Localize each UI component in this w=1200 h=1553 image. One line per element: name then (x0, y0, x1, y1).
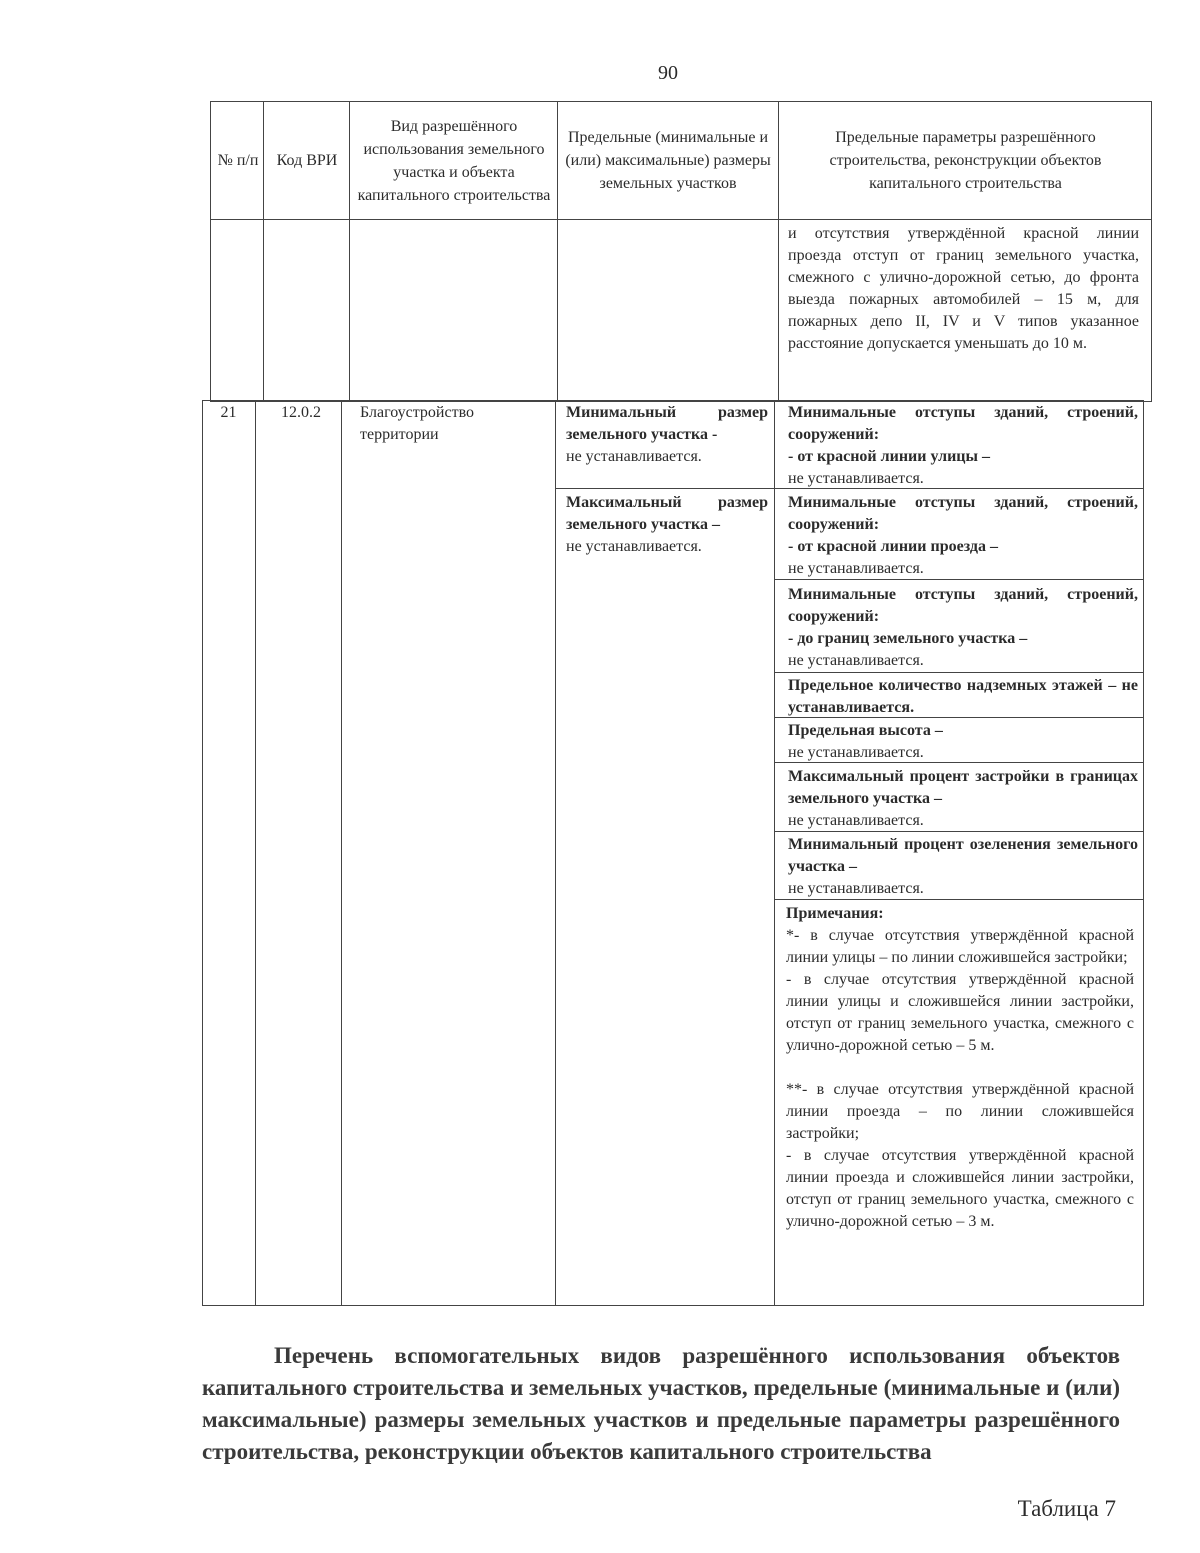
cell-divider (774, 672, 1144, 673)
col-divider (555, 400, 556, 1306)
header-divider (210, 219, 1152, 220)
header-use-type: Вид разрешённого использования земельного участка и объекта капитального строительства (357, 117, 551, 204)
notes-title: Примечания: (786, 905, 884, 922)
table-label: Таблица 7 (1017, 1496, 1116, 1521)
col-divider (349, 101, 350, 401)
notes (786, 903, 1134, 1233)
col-divider (255, 400, 256, 1306)
param-height: Предельная высота – не устанавливается. (788, 722, 943, 761)
param-setback-street: Минимальные отступы зданий, строений, сооружений: - от красной линии улицы – не устанавливается. (788, 404, 1138, 487)
param-setback-driveway: Минимальные отступы зданий, строений, сооружений: - от красной линии проезда – не устанавливается. (788, 494, 1138, 577)
row21-use-type: Благоустройство территории (360, 404, 475, 443)
note-paragraph: **- в случае отсутствия утверждённой красной линии проезда – по линии сложившейся застройки; (786, 1081, 1134, 1142)
header-code: Код ВРИ (276, 152, 338, 169)
note-paragraph: *- в случае отсутствия утверждённой красной линии улицы – по линии сложившейся застройки; (786, 927, 1134, 966)
header-plot-sizes: Предельные (минимальные и (или) максимальные) размеры земельных участков (565, 129, 771, 192)
header-build-params: Предельные параметры разрешённого строительства, реконструкции объектов капитального строительства (829, 129, 1102, 192)
row21-code: 12.0.2 (281, 404, 321, 421)
page-number: 90 (658, 62, 678, 84)
col-divider (263, 101, 264, 401)
col-divider (557, 101, 558, 401)
max-plot-size: Максимальный размер земельного участка – не устанавливается. (566, 494, 768, 555)
col-divider (774, 400, 775, 1306)
section-title: Перечень вспомогательных видов разрешённого использования объектов капитального строительства и земельных участков, предельные (минимальные и (или) максимальные) размеры земельных участков и предельные параметры разрешённого строительства, реконструкции объектов капитального строительства (202, 1343, 1120, 1464)
min-plot-size: Минимальный размер земельного участка - не устанавливается. (566, 404, 768, 465)
row21-num: 21 (220, 404, 237, 421)
header-num: № п/п (217, 152, 259, 169)
col-divider (341, 400, 342, 1306)
note-paragraph: - в случае отсутствия утверждённой красной линии проезда и сложившейся линии застройки, отступ от границ земельного участка, смежного с улично-дорожной сетью – 3 м. (786, 1147, 1134, 1230)
note-paragraph: - в случае отсутствия утверждённой красной линии улицы и сложившейся линии застройки, отступ от границ земельного участка, смежного с улично-дорожной сетью – 5 м. (786, 971, 1134, 1054)
param-green-percent: Минимальный процент озеленения земельного участка – не устанавливается. (788, 836, 1138, 897)
param-setback-plot-boundary: Минимальные отступы зданий, строений, сооружений: - до границ земельного участка – не устанавливается. (788, 586, 1138, 669)
param-floors: Предельное количество надземных этажей – не устанавливается. (788, 677, 1138, 716)
col-divider (778, 101, 779, 401)
param-build-percent: Максимальный процент застройки в границах земельного участка – не устанавливается. (788, 768, 1138, 829)
continuation-text: и отсутствия утверждённой красной линии проезда отступ от границ земельного участка, смежного с улично-дорожной сетью, до фронта выезда пожарных автомобилей – 15 м, для пожарных депо II, IV и V типов указанное расстояние допускается уменьшать до 10 м. (788, 225, 1139, 352)
